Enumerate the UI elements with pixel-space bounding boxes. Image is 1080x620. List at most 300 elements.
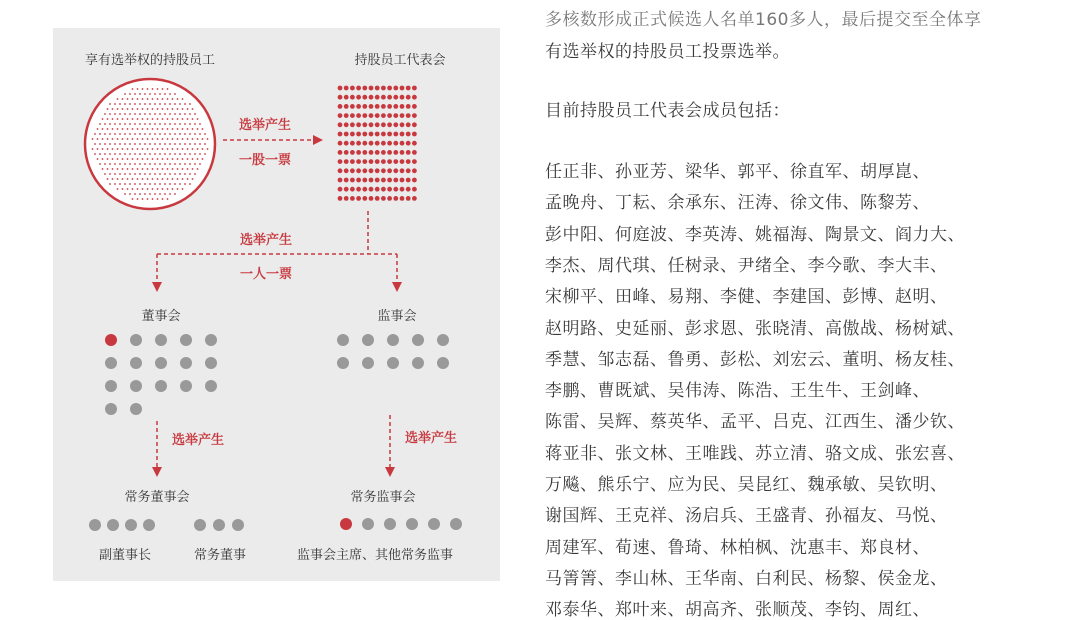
stipple-dot: [159, 143, 161, 145]
stipple-dot: [114, 183, 116, 185]
stipple-dot: [124, 133, 126, 135]
representative-dot: [375, 86, 380, 91]
stipple-dot: [109, 153, 111, 155]
representative-dot: [400, 132, 405, 137]
representative-dot: [393, 86, 398, 91]
stipple-dot: [92, 138, 94, 140]
stipple-dot: [172, 138, 174, 140]
stipple-dot: [112, 108, 114, 110]
stipple-dot: [169, 133, 171, 135]
representative-dot: [375, 141, 380, 146]
representative-dot: [369, 168, 374, 173]
stipple-dot: [197, 128, 199, 130]
stipple-dot: [112, 138, 114, 140]
stipple-dot: [177, 158, 179, 160]
representative-dot: [412, 104, 417, 109]
stipple-dot: [132, 138, 134, 140]
stipple-dot: [184, 143, 186, 145]
stipple-dot: [192, 138, 194, 140]
stipple-dot: [154, 143, 156, 145]
stipple-dot: [164, 103, 166, 105]
representative-dot: [338, 95, 343, 100]
stipple-dot: [152, 98, 154, 100]
stipple-dot: [159, 173, 161, 175]
stipple-dot: [199, 163, 201, 165]
stipple-dot: [152, 128, 154, 130]
stipple-dot: [114, 113, 116, 115]
representative-dot: [356, 122, 361, 127]
stipple-dot: [127, 108, 129, 110]
stipple-dot: [177, 138, 179, 140]
supervisor-dot: [437, 357, 449, 369]
stipple-dot: [177, 148, 179, 150]
representative-dot: [387, 196, 392, 201]
stipple-dot: [184, 103, 186, 105]
stipple-dot: [159, 163, 161, 165]
stipple-dot: [204, 143, 206, 145]
stipple-dot: [149, 193, 151, 195]
stipple-dot: [177, 118, 179, 120]
representative-dot: [375, 159, 380, 164]
stipple-dot: [119, 113, 121, 115]
stipple-dot: [174, 103, 176, 105]
stipple-dot: [197, 118, 199, 120]
representative-dot: [381, 168, 386, 173]
stipple-dot: [114, 163, 116, 165]
stipple-dot: [174, 173, 176, 175]
representative-dot: [387, 178, 392, 183]
representative-dot: [393, 168, 398, 173]
stipple-dot: [152, 158, 154, 160]
stipple-dot: [122, 178, 124, 180]
stipple-dot: [159, 183, 161, 185]
stipple-dot: [149, 133, 151, 135]
board-member-dot: [105, 357, 117, 369]
representative-dot: [400, 122, 405, 127]
stipple-dot: [147, 168, 149, 170]
stipple-dot: [184, 113, 186, 115]
stipple-dot: [134, 113, 136, 115]
stipple-dot: [169, 93, 171, 95]
stipple-dot: [157, 198, 159, 200]
stipple-dot: [137, 98, 139, 100]
stipple-dot: [189, 183, 191, 185]
representative-dot: [381, 95, 386, 100]
stipple-dot: [194, 123, 196, 125]
representative-dot: [400, 86, 405, 91]
stipple-dot: [184, 133, 186, 135]
stipple-dot: [112, 128, 114, 130]
board-member-dot: [180, 357, 192, 369]
stipple-dot: [134, 143, 136, 145]
representative-dot: [369, 159, 374, 164]
representative-dot: [387, 150, 392, 155]
stipple-dot: [162, 128, 164, 130]
stipple-dot: [177, 178, 179, 180]
stipple-dot: [127, 168, 129, 170]
stipple-dot: [129, 133, 131, 135]
vice-chair-dot: [125, 519, 137, 531]
representative-dot: [344, 187, 349, 192]
representative-dot: [400, 196, 405, 201]
stipple-dot: [114, 133, 116, 135]
stipple-dot: [167, 188, 169, 190]
stipple-dot: [127, 178, 129, 180]
stipple-dot: [127, 138, 129, 140]
stipple-dot: [132, 188, 134, 190]
stipple-dot: [189, 103, 191, 105]
stipple-dot: [177, 108, 179, 110]
representative-dot: [400, 150, 405, 155]
supervisor-dot: [412, 334, 424, 346]
stipple-dot: [104, 113, 106, 115]
stipple-dot: [157, 168, 159, 170]
stipple-dot: [174, 163, 176, 165]
representative-dot: [412, 86, 417, 91]
stipple-dot: [167, 128, 169, 130]
stipple-dot: [134, 93, 136, 95]
representative-dot: [369, 150, 374, 155]
stipple-dot: [142, 128, 144, 130]
board-member-dot: [205, 380, 217, 392]
stipple-dot: [139, 193, 141, 195]
representative-dot: [350, 178, 355, 183]
stipple-dot: [132, 118, 134, 120]
stipple-dot: [162, 108, 164, 110]
representative-dot: [375, 168, 380, 173]
stipple-dot: [124, 123, 126, 125]
exec-supervisor-dot: [362, 518, 374, 530]
arrow1-label-election: 选举产生: [238, 118, 292, 133]
representative-dot: [362, 141, 367, 146]
stipple-dot: [207, 148, 209, 150]
stipple-dot: [152, 148, 154, 150]
stipple-dot: [137, 188, 139, 190]
stipple-dot: [204, 153, 206, 155]
supervisor-dot: [387, 334, 399, 346]
representative-dot: [356, 141, 361, 146]
stipple-dot: [104, 173, 106, 175]
representative-dot: [387, 168, 392, 173]
board-member-dot: [155, 380, 167, 392]
vice-chair-dot: [107, 519, 119, 531]
stipple-dot: [167, 108, 169, 110]
stipple-dot: [169, 153, 171, 155]
stipple-dot: [149, 173, 151, 175]
representative-dot: [344, 141, 349, 146]
representative-dot: [375, 122, 380, 127]
representative-dot: [406, 159, 411, 164]
stipple-dot: [164, 123, 166, 125]
representative-dot: [387, 159, 392, 164]
stipple-dot: [94, 133, 96, 135]
stipple-dot: [102, 128, 104, 130]
representative-dot: [356, 196, 361, 201]
stipple-dot: [179, 113, 181, 115]
stipple-dot: [129, 193, 131, 195]
exec-members-dots: [89, 518, 462, 531]
exec-supervisor-dot: [384, 518, 396, 530]
stipple-dot: [194, 153, 196, 155]
representative-dot: [387, 141, 392, 146]
stipple-dot: [182, 168, 184, 170]
representative-dot: [393, 159, 398, 164]
stipple-dot: [139, 113, 141, 115]
stipple-dot: [189, 143, 191, 145]
stipple-dot: [167, 198, 169, 200]
stipple-dot: [154, 173, 156, 175]
stipple-dot: [139, 103, 141, 105]
stipple-dot: [134, 103, 136, 105]
representative-dot: [369, 132, 374, 137]
stipple-dot: [102, 148, 104, 150]
vice-chair-dot: [143, 519, 155, 531]
board-member-dot: [130, 357, 142, 369]
stipple-dot: [139, 123, 141, 125]
stipple-dot: [129, 143, 131, 145]
stipple-dot: [189, 163, 191, 165]
stipple-dot: [184, 163, 186, 165]
stipple-dot: [137, 198, 139, 200]
stipple-dot: [207, 138, 209, 140]
stipple-dot: [122, 138, 124, 140]
stipple-dot: [147, 198, 149, 200]
representative-dot: [387, 122, 392, 127]
stipple-dot: [159, 153, 161, 155]
representative-dot: [362, 104, 367, 109]
representative-dot: [387, 86, 392, 91]
exec-board-label: 常务董事会: [124, 490, 190, 505]
stipple-dot: [182, 148, 184, 150]
representative-dot: [369, 122, 374, 127]
stipple-dot: [122, 158, 124, 160]
exec-supervisors-label: 常务监事会: [350, 490, 416, 505]
stipple-dot: [152, 88, 154, 90]
stipple-dot: [167, 98, 169, 100]
stipple-dot: [162, 88, 164, 90]
stipple-dot: [184, 173, 186, 175]
stipple-dot: [182, 158, 184, 160]
stipple-dot: [174, 153, 176, 155]
stipple-dot: [154, 193, 156, 195]
stipple-dot: [169, 183, 171, 185]
stipple-dot: [109, 173, 111, 175]
board-member-dot: [155, 334, 167, 346]
article-text: [545, 0, 1055, 620]
stipple-dot: [94, 153, 96, 155]
stipple-dot: [149, 163, 151, 165]
name-row: 李鹏、曹既斌、吴伟涛、陈浩、王生牛、王剑峰、: [545, 381, 930, 402]
stipple-dot: [104, 123, 106, 125]
stipple-dot: [159, 193, 161, 195]
stipple-dot: [107, 128, 109, 130]
stipple-dot: [119, 143, 121, 145]
stipple-dot: [169, 143, 171, 145]
arrow1-label-vote-rule: 一股一票: [238, 153, 292, 168]
stipple-dot: [132, 148, 134, 150]
representative-dot: [406, 104, 411, 109]
representative-dot: [393, 187, 398, 192]
representative-dot: [381, 178, 386, 183]
representative-dot: [350, 141, 355, 146]
representative-dot: [387, 95, 392, 100]
stipple-dot: [154, 103, 156, 105]
representative-dot: [338, 104, 343, 109]
board-member-dot: [105, 334, 117, 346]
representative-dot: [406, 187, 411, 192]
representative-dot: [362, 95, 367, 100]
stipple-dot: [182, 108, 184, 110]
stipple-dot: [202, 128, 204, 130]
representative-dot: [412, 113, 417, 118]
representative-dot: [369, 196, 374, 201]
representative-dot: [350, 104, 355, 109]
stipple-dot: [142, 198, 144, 200]
name-row: 马箐箐、李山林、王华南、白利民、杨黎、侯金龙、: [545, 568, 948, 589]
stipple-dot: [157, 138, 159, 140]
stipple-dot: [202, 138, 204, 140]
representative-dot: [387, 187, 392, 192]
representative-dot: [406, 86, 411, 91]
stipple-dot: [137, 88, 139, 90]
stipple-dot: [149, 143, 151, 145]
representative-dot: [412, 132, 417, 137]
representative-dot: [412, 159, 417, 164]
representative-dot: [400, 178, 405, 183]
stipple-dot: [147, 128, 149, 130]
representative-dot: [381, 132, 386, 137]
stipple-dot: [179, 123, 181, 125]
representative-dot: [362, 113, 367, 118]
stipple-dot: [139, 133, 141, 135]
representative-dot: [400, 141, 405, 146]
stipple-dot: [179, 173, 181, 175]
stipple-dot: [199, 133, 201, 135]
stipple-dot: [139, 93, 141, 95]
board-member-dot: [130, 380, 142, 392]
stipple-dot: [139, 173, 141, 175]
stipple-dot: [152, 178, 154, 180]
stipple-dot: [119, 163, 121, 165]
stipple-dot: [192, 118, 194, 120]
representative-dot: [338, 132, 343, 137]
stipple-dot: [97, 158, 99, 160]
stipple-dot: [114, 173, 116, 175]
stipple-dot: [142, 88, 144, 90]
stipple-dot: [149, 183, 151, 185]
stipple-dot: [172, 118, 174, 120]
stipple-dot: [154, 123, 156, 125]
stipple-dot: [132, 158, 134, 160]
stipple-dot: [134, 153, 136, 155]
representative-dot: [400, 168, 405, 173]
representative-dot: [344, 122, 349, 127]
stipple-dot: [159, 133, 161, 135]
stipple-dot: [192, 108, 194, 110]
representative-dot: [362, 86, 367, 91]
stipple-dot: [124, 173, 126, 175]
representative-dot: [356, 178, 361, 183]
stipple-dot: [169, 163, 171, 165]
stipple-dot: [154, 133, 156, 135]
stipple-dot: [154, 113, 156, 115]
stipple-dot: [147, 148, 149, 150]
stipple-dot: [142, 138, 144, 140]
stipple-dot: [142, 158, 144, 160]
stipple-dot: [162, 118, 164, 120]
representative-dot: [362, 122, 367, 127]
stipple-dot: [104, 153, 106, 155]
stipple-dot: [147, 158, 149, 160]
stipple-dot: [144, 173, 146, 175]
stipple-dot: [99, 153, 101, 155]
representative-dot: [350, 187, 355, 192]
stipple-dot: [144, 183, 146, 185]
stipple-dot: [139, 163, 141, 165]
stipple-dot: [107, 168, 109, 170]
exec-director-label: 常务董事: [193, 548, 247, 563]
stipple-dot: [109, 133, 111, 135]
supervisor-dot: [437, 334, 449, 346]
stipple-dot: [172, 158, 174, 160]
stipple-dot: [117, 138, 119, 140]
stipple-dot: [144, 133, 146, 135]
exec-supervisor-dot: [450, 518, 462, 530]
stipple-dot: [187, 128, 189, 130]
representative-dot: [393, 196, 398, 201]
representative-dot: [338, 187, 343, 192]
stipple-dot: [154, 93, 156, 95]
stipple-dot: [157, 148, 159, 150]
stipple-dot: [117, 98, 119, 100]
stipple-dot: [117, 128, 119, 130]
stipple-dot: [107, 148, 109, 150]
representative-dot: [406, 141, 411, 146]
representative-dot: [381, 122, 386, 127]
representative-dot: [356, 168, 361, 173]
representative-dot: [362, 132, 367, 137]
representative-dot: [393, 141, 398, 146]
stipple-dot: [114, 123, 116, 125]
stipple-dot: [152, 118, 154, 120]
name-row: 季慧、邹志磊、鲁勇、彭松、刘宏云、董明、杨友桂、: [545, 349, 965, 370]
stipple-dot: [177, 168, 179, 170]
representative-dot: [350, 95, 355, 100]
stipple-dot: [119, 173, 121, 175]
stipple-dot: [122, 168, 124, 170]
representative-dot: [350, 86, 355, 91]
stipple-dot: [154, 153, 156, 155]
representative-dot: [400, 113, 405, 118]
stipple-dot: [194, 133, 196, 135]
stipple-dot: [174, 183, 176, 185]
board-member-dot: [180, 334, 192, 346]
arrow2-label-vote-rule: 一人一票: [239, 267, 293, 282]
representative-dot: [344, 86, 349, 91]
shareholders-label: 享有选举权的持股员工: [84, 53, 216, 68]
stipple-dot: [197, 158, 199, 160]
exec-supervisor-dot: [340, 518, 352, 530]
representative-dot: [400, 187, 405, 192]
representative-dot: [356, 159, 361, 164]
stipple-dot: [94, 143, 96, 145]
representative-dot: [338, 122, 343, 127]
supervisor-dot: [337, 357, 349, 369]
stipple-dot: [164, 153, 166, 155]
stipple-dot: [127, 98, 129, 100]
stipple-dot: [127, 158, 129, 160]
representative-dot: [375, 150, 380, 155]
